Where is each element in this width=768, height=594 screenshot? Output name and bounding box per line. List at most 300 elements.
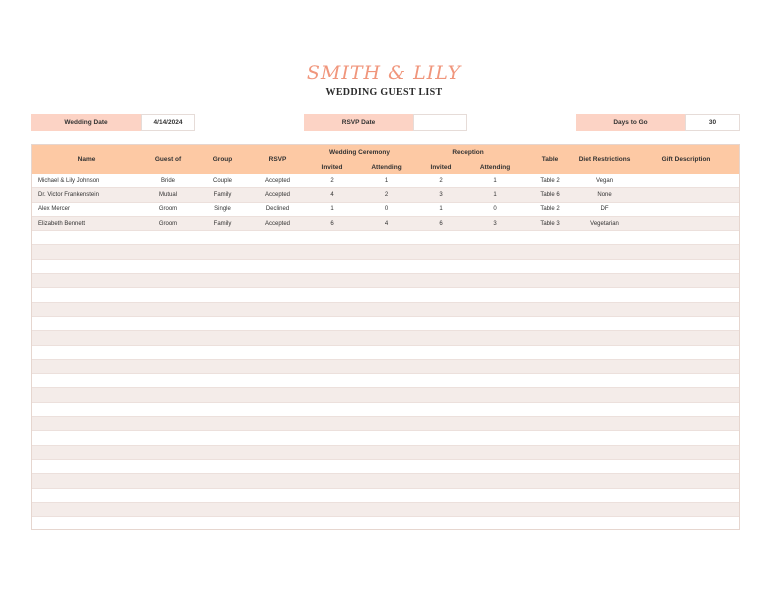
cell-name[interactable]	[32, 431, 141, 445]
cell-reception-attending[interactable]	[468, 274, 522, 288]
cell-name[interactable]	[32, 502, 141, 516]
cell-gift[interactable]	[631, 174, 740, 188]
cell-diet[interactable]	[578, 417, 631, 431]
cell-rsvp[interactable]	[250, 302, 305, 316]
cell-group[interactable]	[195, 417, 250, 431]
cell-name[interactable]	[32, 488, 141, 502]
cell-guest-of[interactable]	[141, 274, 195, 288]
cell-table[interactable]	[522, 231, 578, 245]
cell-gift[interactable]	[631, 445, 740, 459]
cell-diet[interactable]: Vegetarian	[578, 216, 631, 230]
cell-guest-of[interactable]	[141, 431, 195, 445]
cell-reception-attending[interactable]	[468, 431, 522, 445]
table-row	[32, 302, 740, 316]
cell-name[interactable]	[32, 231, 141, 245]
cell-ceremony-invited[interactable]: 1	[305, 202, 359, 216]
cell-group[interactable]	[195, 488, 250, 502]
cell-gift[interactable]	[631, 245, 740, 259]
cell-table[interactable]	[522, 488, 578, 502]
cell-table[interactable]: Table 6	[522, 188, 578, 202]
cell-gift[interactable]	[631, 188, 740, 202]
cell-reception-invited[interactable]	[414, 488, 468, 502]
cell-reception-attending[interactable]	[468, 359, 522, 373]
cell-gift[interactable]	[631, 402, 740, 416]
cell-ceremony-invited[interactable]	[305, 445, 359, 459]
cell-group[interactable]	[195, 345, 250, 359]
cell-ceremony-attending[interactable]: 1	[359, 174, 414, 188]
cell-ceremony-invited[interactable]: 6	[305, 216, 359, 230]
table-row	[32, 431, 740, 445]
table-row	[32, 417, 740, 431]
cell-group[interactable]	[195, 245, 250, 259]
cell-ceremony-attending[interactable]	[359, 517, 414, 530]
cell-ceremony-attending[interactable]: 4	[359, 216, 414, 230]
cell-gift[interactable]	[631, 331, 740, 345]
cell-rsvp[interactable]: Declined	[250, 202, 305, 216]
cell-rsvp[interactable]	[250, 259, 305, 273]
col-header-name: Name	[32, 145, 141, 174]
cell-guest-of[interactable]	[141, 502, 195, 516]
cell-gift[interactable]	[631, 216, 740, 230]
cell-rsvp[interactable]	[250, 345, 305, 359]
cell-guest-of[interactable]	[141, 374, 195, 388]
cell-name[interactable]	[32, 417, 141, 431]
cell-group[interactable]	[195, 474, 250, 488]
cell-ceremony-attending[interactable]	[359, 388, 414, 402]
cell-diet[interactable]	[578, 245, 631, 259]
cell-reception-invited[interactable]	[414, 459, 468, 473]
cell-ceremony-attending[interactable]	[359, 402, 414, 416]
cell-diet[interactable]	[578, 488, 631, 502]
page-subtitle: WEDDING GUEST LIST	[325, 87, 443, 98]
cell-guest-of[interactable]	[141, 316, 195, 330]
cell-guest-of[interactable]: Mutual	[141, 188, 195, 202]
cell-reception-attending[interactable]	[468, 388, 522, 402]
cell-ceremony-invited[interactable]	[305, 417, 359, 431]
cell-name[interactable]	[32, 402, 141, 416]
cell-gift[interactable]	[631, 359, 740, 373]
cell-diet[interactable]	[578, 517, 631, 530]
cell-ceremony-invited[interactable]	[305, 359, 359, 373]
cell-ceremony-attending[interactable]	[359, 417, 414, 431]
cell-rsvp[interactable]	[250, 316, 305, 330]
cell-guest-of[interactable]: Groom	[141, 216, 195, 230]
cell-name[interactable]	[32, 359, 141, 373]
cell-reception-invited[interactable]	[414, 388, 468, 402]
cell-gift[interactable]	[631, 259, 740, 273]
cell-name[interactable]	[32, 388, 141, 402]
cell-rsvp[interactable]	[250, 374, 305, 388]
cell-ceremony-invited[interactable]	[305, 259, 359, 273]
cell-name[interactable]	[32, 316, 141, 330]
cell-ceremony-invited[interactable]	[305, 388, 359, 402]
cell-reception-invited[interactable]	[414, 245, 468, 259]
cell-ceremony-attending[interactable]	[359, 359, 414, 373]
cell-reception-invited[interactable]	[414, 231, 468, 245]
cell-diet[interactable]	[578, 445, 631, 459]
cell-reception-attending[interactable]	[468, 302, 522, 316]
cell-ceremony-invited[interactable]	[305, 374, 359, 388]
cell-name[interactable]	[32, 445, 141, 459]
table-row	[32, 474, 740, 488]
cell-reception-invited[interactable]	[414, 259, 468, 273]
cell-diet[interactable]	[578, 431, 631, 445]
cell-name[interactable]	[32, 517, 141, 530]
cell-ceremony-attending[interactable]	[359, 274, 414, 288]
cell-diet[interactable]	[578, 345, 631, 359]
cell-ceremony-attending[interactable]	[359, 374, 414, 388]
cell-table[interactable]	[522, 302, 578, 316]
cell-diet[interactable]	[578, 274, 631, 288]
cell-ceremony-attending[interactable]	[359, 459, 414, 473]
cell-group[interactable]	[195, 402, 250, 416]
cell-table[interactable]	[522, 474, 578, 488]
cell-diet[interactable]	[578, 259, 631, 273]
cell-table[interactable]	[522, 402, 578, 416]
cell-table[interactable]: Table 2	[522, 202, 578, 216]
cell-ceremony-attending[interactable]	[359, 316, 414, 330]
cell-rsvp[interactable]	[250, 402, 305, 416]
cell-reception-attending[interactable]	[468, 445, 522, 459]
cell-guest-of[interactable]	[141, 345, 195, 359]
cell-reception-attending[interactable]	[468, 417, 522, 431]
cell-reception-invited[interactable]	[414, 431, 468, 445]
cell-reception-attending[interactable]: 1	[468, 174, 522, 188]
table-row	[32, 216, 740, 230]
table-row	[32, 188, 740, 202]
cell-name[interactable]	[32, 302, 141, 316]
cell-rsvp[interactable]	[250, 431, 305, 445]
cell-ceremony-invited[interactable]	[305, 431, 359, 445]
cell-group[interactable]: Family	[195, 188, 250, 202]
cell-reception-attending[interactable]	[468, 259, 522, 273]
cell-diet[interactable]	[578, 474, 631, 488]
cell-reception-invited[interactable]	[414, 517, 468, 530]
cell-guest-of[interactable]	[141, 359, 195, 373]
cell-gift[interactable]	[631, 517, 740, 530]
cell-ceremony-invited[interactable]	[305, 274, 359, 288]
wedding-date-field	[31, 114, 195, 131]
cell-guest-of[interactable]	[141, 459, 195, 473]
cell-ceremony-invited[interactable]	[305, 231, 359, 245]
table-row	[32, 316, 740, 330]
cell-group[interactable]	[195, 316, 250, 330]
cell-ceremony-attending[interactable]	[359, 288, 414, 302]
cell-rsvp[interactable]	[250, 502, 305, 516]
cell-group[interactable]	[195, 259, 250, 273]
col-header-gift: Gift Description	[631, 145, 740, 174]
cell-rsvp[interactable]	[250, 359, 305, 373]
cell-table[interactable]	[522, 345, 578, 359]
rsvp-date-value[interactable]	[413, 114, 467, 131]
cell-reception-attending[interactable]	[468, 474, 522, 488]
col-header-group: Group	[195, 145, 250, 174]
cell-table[interactable]	[522, 517, 578, 530]
cell-group[interactable]	[195, 231, 250, 245]
cell-group[interactable]	[195, 331, 250, 345]
cell-reception-invited[interactable]: 6	[414, 216, 468, 230]
cell-rsvp[interactable]: Accepted	[250, 216, 305, 230]
cell-guest-of[interactable]	[141, 488, 195, 502]
cell-gift[interactable]	[631, 417, 740, 431]
cell-reception-attending[interactable]	[468, 374, 522, 388]
cell-guest-of[interactable]	[141, 388, 195, 402]
cell-reception-attending[interactable]	[468, 502, 522, 516]
cell-reception-invited[interactable]	[414, 417, 468, 431]
col-header-ceremony-attending: Attending	[359, 160, 414, 174]
cell-guest-of[interactable]	[141, 231, 195, 245]
cell-gift[interactable]	[631, 202, 740, 216]
cell-ceremony-attending[interactable]: 0	[359, 202, 414, 216]
wedding-date-value[interactable]: 4/14/2024	[141, 114, 195, 131]
cell-ceremony-attending[interactable]	[359, 345, 414, 359]
cell-gift[interactable]	[631, 431, 740, 445]
cell-gift[interactable]	[631, 274, 740, 288]
cell-gift[interactable]	[631, 316, 740, 330]
cell-ceremony-attending[interactable]	[359, 259, 414, 273]
cell-guest-of[interactable]: Bride	[141, 174, 195, 188]
cell-ceremony-invited[interactable]	[305, 459, 359, 473]
cell-table[interactable]: Table 2	[522, 174, 578, 188]
cell-reception-attending[interactable]: 0	[468, 202, 522, 216]
cell-group[interactable]	[195, 302, 250, 316]
cell-name[interactable]	[32, 259, 141, 273]
cell-reception-invited[interactable]	[414, 359, 468, 373]
cell-ceremony-invited[interactable]	[305, 245, 359, 259]
cell-diet[interactable]	[578, 302, 631, 316]
cell-ceremony-invited[interactable]: 4	[305, 188, 359, 202]
cell-reception-attending[interactable]: 1	[468, 188, 522, 202]
cell-ceremony-attending[interactable]	[359, 231, 414, 245]
cell-gift[interactable]	[631, 288, 740, 302]
table-row	[32, 274, 740, 288]
cell-reception-attending[interactable]	[468, 488, 522, 502]
cell-ceremony-invited[interactable]	[305, 488, 359, 502]
cell-ceremony-attending[interactable]	[359, 331, 414, 345]
cell-rsvp[interactable]	[250, 231, 305, 245]
cell-ceremony-attending[interactable]	[359, 488, 414, 502]
cell-group[interactable]	[195, 502, 250, 516]
cell-table[interactable]	[522, 274, 578, 288]
table-row	[32, 345, 740, 359]
cell-group[interactable]	[195, 517, 250, 530]
cell-guest-of[interactable]	[141, 331, 195, 345]
cell-name[interactable]: Michael & Lily Johnson	[32, 174, 141, 188]
table-row	[32, 259, 740, 273]
cell-guest-of[interactable]	[141, 259, 195, 273]
cell-diet[interactable]: None	[578, 188, 631, 202]
cell-reception-invited[interactable]	[414, 274, 468, 288]
cell-reception-invited[interactable]: 2	[414, 174, 468, 188]
cell-ceremony-attending[interactable]: 2	[359, 188, 414, 202]
cell-diet[interactable]	[578, 359, 631, 373]
cell-table[interactable]	[522, 502, 578, 516]
cell-ceremony-attending[interactable]	[359, 431, 414, 445]
cell-gift[interactable]	[631, 388, 740, 402]
cell-gift[interactable]	[631, 488, 740, 502]
cell-reception-attending[interactable]	[468, 316, 522, 330]
col-header-ceremony-invited: Invited	[305, 160, 359, 174]
cell-group[interactable]	[195, 459, 250, 473]
cell-diet[interactable]	[578, 459, 631, 473]
cell-group[interactable]	[195, 431, 250, 445]
cell-name[interactable]: Elizabeth Bennett	[32, 216, 141, 230]
cell-reception-invited[interactable]	[414, 331, 468, 345]
cell-rsvp[interactable]	[250, 331, 305, 345]
cell-diet[interactable]	[578, 388, 631, 402]
cell-rsvp[interactable]: Accepted	[250, 188, 305, 202]
cell-name[interactable]	[32, 331, 141, 345]
cell-group[interactable]	[195, 445, 250, 459]
cell-diet[interactable]	[578, 402, 631, 416]
cell-diet[interactable]	[578, 316, 631, 330]
cell-diet[interactable]: DF	[578, 202, 631, 216]
cell-group[interactable]	[195, 374, 250, 388]
cell-reception-invited[interactable]: 1	[414, 202, 468, 216]
cell-table[interactable]	[522, 259, 578, 273]
cell-ceremony-attending[interactable]	[359, 502, 414, 516]
cell-table[interactable]	[522, 245, 578, 259]
cell-rsvp[interactable]	[250, 517, 305, 530]
cell-reception-attending[interactable]: 3	[468, 216, 522, 230]
cell-ceremony-invited[interactable]	[305, 474, 359, 488]
cell-diet[interactable]	[578, 231, 631, 245]
cell-rsvp[interactable]	[250, 245, 305, 259]
cell-reception-invited[interactable]	[414, 445, 468, 459]
cell-reception-attending[interactable]	[468, 459, 522, 473]
cell-table[interactable]	[522, 316, 578, 330]
cell-guest-of[interactable]	[141, 517, 195, 530]
cell-rsvp[interactable]	[250, 474, 305, 488]
cell-table[interactable]	[522, 359, 578, 373]
cell-name[interactable]	[32, 274, 141, 288]
cell-table[interactable]: Table 3	[522, 216, 578, 230]
cell-rsvp[interactable]	[250, 445, 305, 459]
cell-rsvp[interactable]: Accepted	[250, 174, 305, 188]
rsvp-date-field	[304, 114, 467, 131]
cell-gift[interactable]	[631, 459, 740, 473]
cell-reception-invited[interactable]	[414, 288, 468, 302]
cell-name[interactable]: Alex Mercer	[32, 202, 141, 216]
cell-gift[interactable]	[631, 474, 740, 488]
table-row	[32, 288, 740, 302]
cell-diet[interactable]	[578, 331, 631, 345]
cell-table[interactable]	[522, 459, 578, 473]
cell-guest-of[interactable]	[141, 302, 195, 316]
cell-diet[interactable]	[578, 502, 631, 516]
cell-name[interactable]: Dr. Victor Frankenstein	[32, 188, 141, 202]
cell-group[interactable]: Couple	[195, 174, 250, 188]
cell-reception-attending[interactable]	[468, 345, 522, 359]
cell-table[interactable]	[522, 388, 578, 402]
cell-guest-of[interactable]	[141, 445, 195, 459]
cell-rsvp[interactable]	[250, 388, 305, 402]
cell-group[interactable]: Family	[195, 216, 250, 230]
cell-reception-invited[interactable]	[414, 474, 468, 488]
cell-diet[interactable]	[578, 288, 631, 302]
cell-name[interactable]	[32, 374, 141, 388]
cell-gift[interactable]	[631, 231, 740, 245]
cell-reception-attending[interactable]	[468, 402, 522, 416]
cell-reception-invited[interactable]	[414, 302, 468, 316]
cell-gift[interactable]	[631, 302, 740, 316]
cell-reception-attending[interactable]	[468, 231, 522, 245]
cell-table[interactable]	[522, 445, 578, 459]
cell-ceremony-attending[interactable]	[359, 474, 414, 488]
cell-ceremony-invited[interactable]: 2	[305, 174, 359, 188]
cell-reception-attending[interactable]	[468, 245, 522, 259]
cell-gift[interactable]	[631, 502, 740, 516]
cell-name[interactable]	[32, 345, 141, 359]
cell-ceremony-invited[interactable]	[305, 517, 359, 530]
cell-reception-invited[interactable]	[414, 316, 468, 330]
cell-reception-invited[interactable]	[414, 345, 468, 359]
cell-rsvp[interactable]	[250, 417, 305, 431]
cell-ceremony-attending[interactable]	[359, 302, 414, 316]
cell-table[interactable]	[522, 374, 578, 388]
cell-rsvp[interactable]	[250, 488, 305, 502]
cell-group[interactable]	[195, 288, 250, 302]
cell-gift[interactable]	[631, 345, 740, 359]
cell-name[interactable]	[32, 288, 141, 302]
cell-ceremony-invited[interactable]	[305, 302, 359, 316]
cell-gift[interactable]	[631, 374, 740, 388]
col-header-guest-of: Guest of	[141, 145, 195, 174]
cell-ceremony-invited[interactable]	[305, 331, 359, 345]
cell-guest-of[interactable]: Groom	[141, 202, 195, 216]
cell-group[interactable]	[195, 388, 250, 402]
cell-table[interactable]	[522, 331, 578, 345]
cell-reception-invited[interactable]	[414, 502, 468, 516]
cell-table[interactable]	[522, 288, 578, 302]
cell-rsvp[interactable]	[250, 274, 305, 288]
cell-group[interactable]	[195, 274, 250, 288]
cell-reception-invited[interactable]: 3	[414, 188, 468, 202]
cell-reception-attending[interactable]	[468, 288, 522, 302]
cell-reception-attending[interactable]	[468, 517, 522, 530]
cell-reception-invited[interactable]	[414, 374, 468, 388]
cell-reception-invited[interactable]	[414, 402, 468, 416]
cell-name[interactable]	[32, 459, 141, 473]
cell-guest-of[interactable]	[141, 402, 195, 416]
cell-ceremony-attending[interactable]	[359, 445, 414, 459]
cell-guest-of[interactable]	[141, 474, 195, 488]
cell-diet[interactable]	[578, 374, 631, 388]
cell-group[interactable]: Single	[195, 202, 250, 216]
cell-group[interactable]	[195, 359, 250, 373]
cell-ceremony-invited[interactable]	[305, 345, 359, 359]
cell-ceremony-attending[interactable]	[359, 245, 414, 259]
cell-guest-of[interactable]	[141, 288, 195, 302]
cell-name[interactable]	[32, 474, 141, 488]
cell-rsvp[interactable]	[250, 288, 305, 302]
cell-guest-of[interactable]	[141, 245, 195, 259]
cell-guest-of[interactable]	[141, 417, 195, 431]
cell-diet[interactable]: Vegan	[578, 174, 631, 188]
cell-rsvp[interactable]	[250, 459, 305, 473]
cell-table[interactable]	[522, 417, 578, 431]
cell-table[interactable]	[522, 431, 578, 445]
cell-ceremony-invited[interactable]	[305, 502, 359, 516]
days-to-go-field	[576, 114, 740, 131]
cell-ceremony-invited[interactable]	[305, 402, 359, 416]
cell-reception-attending[interactable]	[468, 331, 522, 345]
cell-name[interactable]	[32, 245, 141, 259]
col-header-rsvp: RSVP	[250, 145, 305, 174]
col-header-diet: Diet Restrictions	[578, 145, 631, 174]
cell-ceremony-invited[interactable]	[305, 288, 359, 302]
cell-ceremony-invited[interactable]	[305, 316, 359, 330]
